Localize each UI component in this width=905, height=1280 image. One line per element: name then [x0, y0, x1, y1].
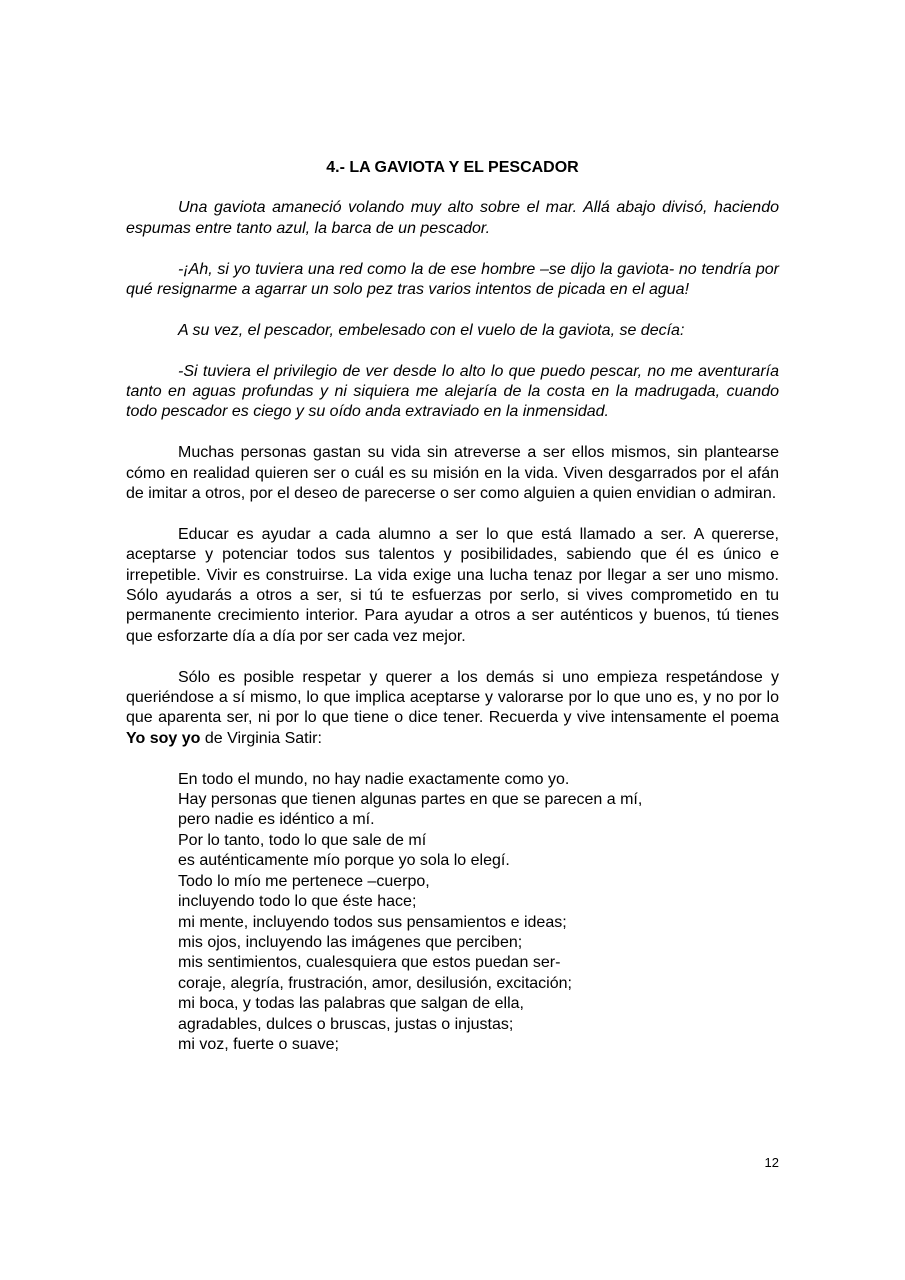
- reflection-paragraph-1: Muchas personas gastan su vida sin atreverse a ser ellos mismos, sin plantearse cómo en realidad quieren ser o cuál es su misión en la vida. Viven desgarrados por el afán de imitar a otros, por el deseo de parecerse o ser como alguien a quien envidian o admiran.: [126, 444, 779, 503]
- story-paragraph-4: -Si tuviera el privilegio de ver desde lo alto lo que puedo pescar, no me aventuraría tanto en aguas profundas y ni siquiera me alejaría de la costa en la madrugada, cuando todo pescador es ciego y su oído anda extraviado en la inmensidad.: [126, 362, 779, 421]
- poem-line: En todo el mundo, no hay nadie exactamente como yo.: [178, 770, 570, 788]
- story-paragraph-2: -¡Ah, si yo tuviera una red como la de ese hombre –se dijo la gaviota- no tendría por qué resignarme a agarrar un solo pez tras varios intentos de picada en el agua!: [126, 260, 779, 299]
- poem-line: mi voz, fuerte o suave;: [178, 1035, 339, 1053]
- closing-paragraph: [126, 668, 779, 750]
- page-content: [126, 158, 779, 1055]
- story-paragraph-1: Una gaviota amaneció volando muy alto sobre el mar. Allá abajo divisó, haciendo espumas entre tanto azul, la barca de un pescador.: [126, 199, 779, 237]
- poem-line: mis ojos, incluyendo las imágenes que perciben;: [178, 933, 523, 951]
- poem-line: es auténticamente mío porque yo sola lo elegí.: [178, 852, 510, 870]
- chapter-title: 4.- LA GAVIOTA Y EL PESCADOR: [326, 159, 579, 176]
- reflection-paragraph-2: Educar es ayudar a cada alumno a ser lo que está llamado a ser. A quererse, aceptarse y potenciar todos sus talentos y posibilidades, sabiendo que él es único e irrepetible. Vivir es construirse. La vida exige una lucha tenaz por llegar a ser uno mismo. Sólo ayudarás a otros a ser, si tú te esfuerzas por serlo, si vives comprometido en tu permanente crecimiento interior. Para ayudar a otros a ser auténticos y buenos, tú tienes que esforzarte día a día por ser cada vez mejor.: [126, 525, 779, 645]
- poem: [178, 770, 779, 1056]
- story-paragraph-3: A su vez, el pescador, embelesado con el vuelo de la gaviota, se decía:: [178, 321, 685, 339]
- poem-line: incluyendo todo lo que éste hace;: [178, 893, 417, 911]
- closing-text-before: Sólo es posible respetar y querer a los demás si uno empieza respetándose y queriéndose a sí mismo, lo que implica aceptarse y valorarse por lo que uno es, y no por lo que aparenta ser, ni por lo que tiene o dice tener. Recuerda y vive intensamente el poema: [126, 668, 779, 727]
- poem-line: agradables, dulces o bruscas, justas o injustas;: [178, 1015, 514, 1033]
- closing-text-after: de Virginia Satir:: [200, 729, 322, 747]
- poem-line: mis sentimientos, cualesquiera que estos puedan ser-: [178, 954, 561, 972]
- poem-line: Por lo tanto, todo lo que sale de mí: [178, 831, 427, 849]
- page-number: 12: [764, 1155, 779, 1170]
- poem-line: pero nadie es idéntico a mí.: [178, 811, 375, 829]
- poem-line: coraje, alegría, frustración, amor, desilusión, excitación;: [178, 974, 572, 992]
- poem-line: mi boca, y todas las palabras que salgan de ella,: [178, 995, 524, 1013]
- poem-title: Yo soy yo: [126, 729, 201, 747]
- poem-line: mi mente, incluyendo todos sus pensamientos e ideas;: [178, 913, 567, 931]
- poem-line: Todo lo mío me pertenece –cuerpo,: [178, 872, 430, 890]
- poem-line: Hay personas que tienen algunas partes en que se parecen a mí,: [178, 791, 643, 809]
